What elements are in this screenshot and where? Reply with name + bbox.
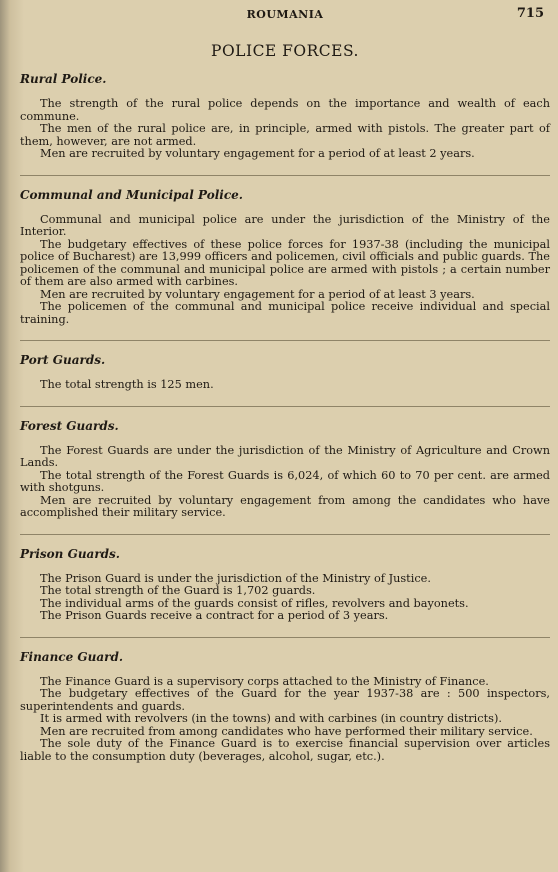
section bbox=[20, 419, 550, 520]
running-title: ROUMANIA bbox=[246, 8, 324, 21]
paragraph: Men are recruited from among candidates who have performed their military service. bbox=[40, 724, 533, 738]
section bbox=[20, 650, 550, 764]
section-heading: Forest Guards. bbox=[20, 418, 119, 433]
section-divider bbox=[20, 637, 550, 638]
paragraph: The budgetary effectives of these police forces for 1937-38 (including the municipal police of Bucharest) are 13,999 officers and policemen, civil officials and public guards. The policemen of the communal and municipal police are armed with pistols ; a certain number of them are also armed with carbines. bbox=[20, 237, 550, 288]
paragraph: Communal and municipal police are under the jurisdiction of the Ministry of the Interior. bbox=[20, 212, 550, 238]
section-divider bbox=[20, 406, 550, 407]
section-divider bbox=[20, 175, 550, 176]
page-number: 715 bbox=[516, 6, 544, 21]
paragraph: It is armed with revolvers (in the towns) and with carbines (in country districts). bbox=[40, 712, 502, 725]
running-header bbox=[20, 6, 550, 28]
paragraph: The Forest Guards are under the jurisdiction of the Ministry of Agriculture and Crown Lands. bbox=[20, 443, 550, 469]
section-divider bbox=[20, 534, 550, 535]
paragraph: The total strength of the Guard is 1,702 guards. bbox=[40, 584, 316, 597]
section bbox=[20, 72, 550, 161]
page-title: POLICE FORCES. bbox=[211, 42, 359, 60]
section bbox=[20, 547, 550, 623]
section-divider bbox=[20, 340, 550, 341]
section-heading: Finance Guard. bbox=[20, 649, 124, 664]
section-heading: Prison Guards. bbox=[20, 546, 120, 561]
section bbox=[20, 188, 550, 327]
paragraph: The strength of the rural police depends on the importance and wealth of each commune. bbox=[20, 97, 550, 123]
paragraph: Men are recruited by voluntary engagement from among the candidates who have accomplished their military service. bbox=[20, 493, 550, 519]
paragraph: The budgetary effectives of the Guard for the year 1937-38 are : 500 inspectors, superintendents and guards. bbox=[20, 687, 550, 713]
paragraph: The Prison Guards receive a contract for a period of 3 years. bbox=[40, 609, 389, 622]
paragraph: The total strength is 125 men. bbox=[40, 378, 214, 391]
section-heading: Communal and Municipal Police. bbox=[20, 187, 243, 202]
paragraph: The individual arms of the guards consist of rifles, revolvers and bayonets. bbox=[40, 596, 469, 610]
section-heading: Rural Police. bbox=[20, 72, 107, 86]
paragraph: Men are recruited by voluntary engagement for a period of at least 2 years. bbox=[40, 147, 475, 160]
paragraph: The men of the rural police are, in principle, armed with pistols. The greater part of them, however, are not armed. bbox=[20, 122, 550, 148]
paragraph: The total strength of the Forest Guards is 6,024, of which 60 to 70 per cent. are armed with shotguns. bbox=[20, 468, 550, 494]
sections-container bbox=[20, 72, 550, 763]
paragraph: The sole duty of the Finance Guard is to exercise financial supervision over articles liable to the consumption duty (beverages, alcohol, sugar, etc.). bbox=[20, 737, 550, 763]
section-heading: Port Guards. bbox=[20, 353, 106, 367]
paragraph: The Finance Guard is a supervisory corps attached to the Ministry of Finance. bbox=[40, 674, 489, 688]
paragraph: The Prison Guard is under the jurisdiction of the Ministry of Justice. bbox=[40, 571, 431, 585]
paragraph: The policemen of the communal and municipal police receive individual and special training. bbox=[20, 300, 550, 326]
section bbox=[20, 353, 550, 392]
paragraph: Men are recruited by voluntary engagement for a period of at least 3 years. bbox=[40, 287, 475, 301]
